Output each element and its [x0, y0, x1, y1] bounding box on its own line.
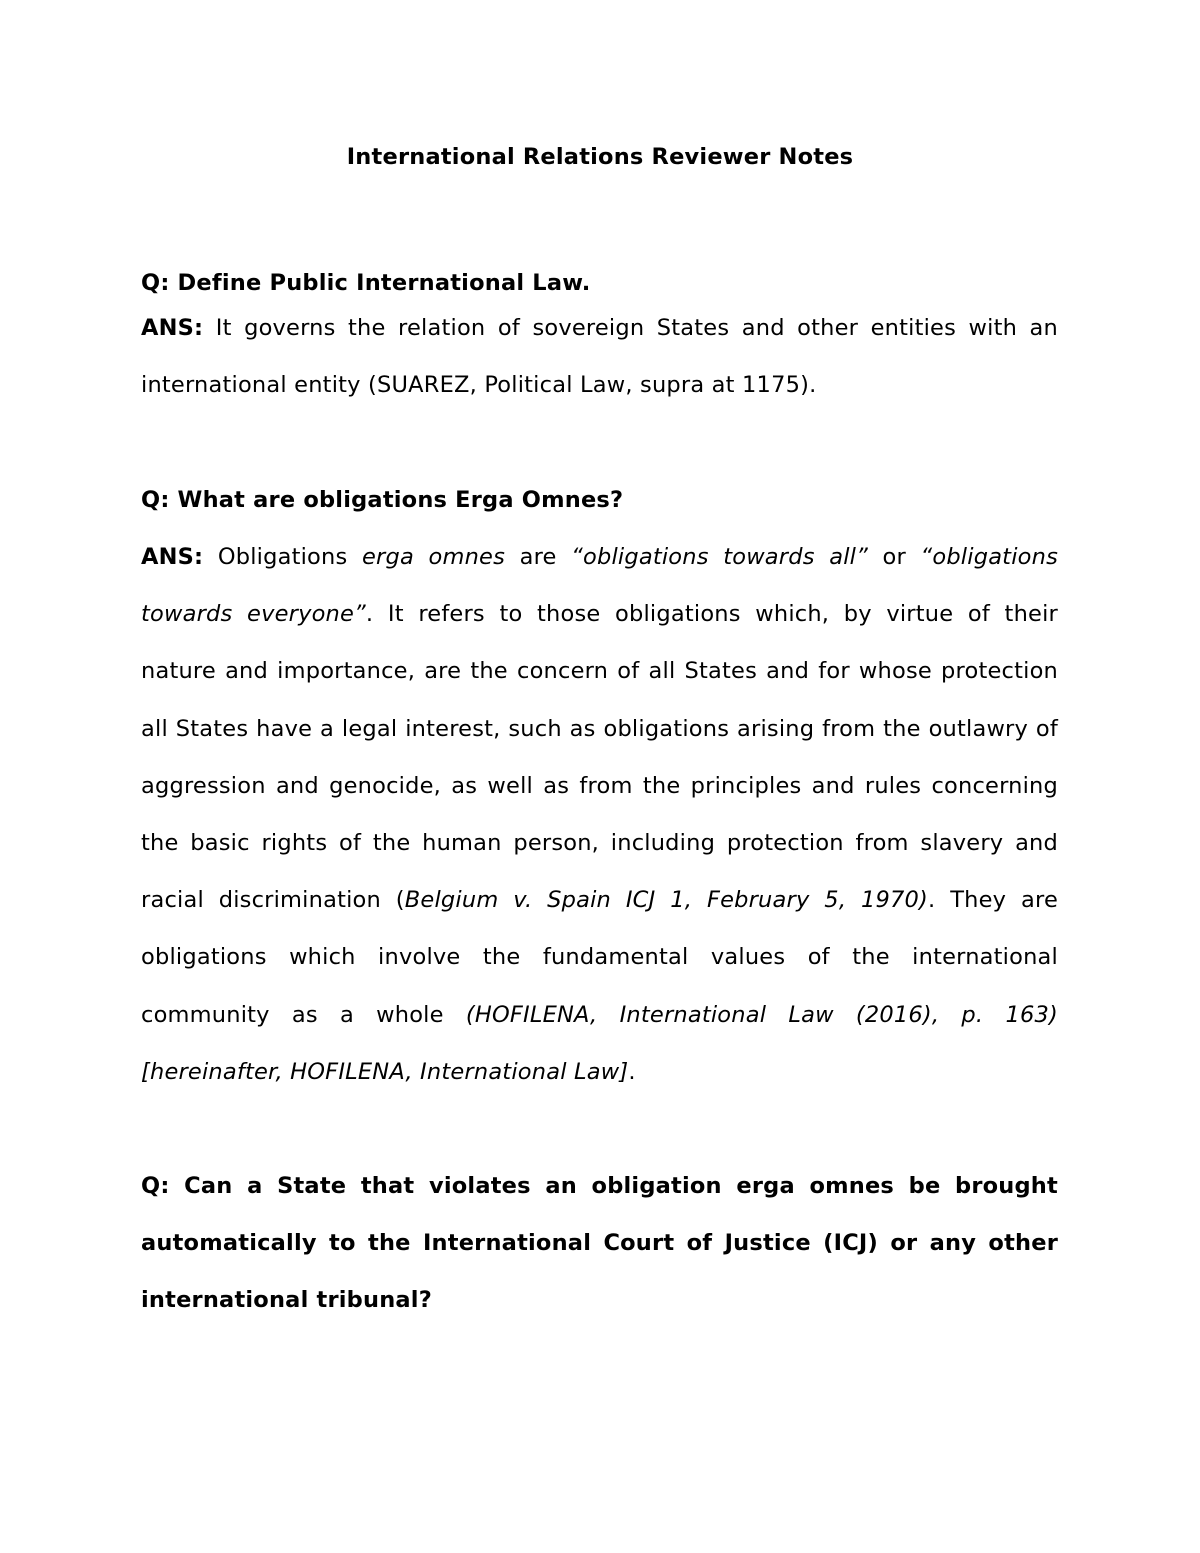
answer-2-citation: (HOFILENA, International Law (2016), p. 163) [hereinafter, HOFILENA, International Law] [141, 1001, 1058, 1085]
answer-2-text: are [505, 544, 572, 570]
question-2: Q: What are obligations Erga Omnes? [141, 487, 624, 513]
answer-2-text: or [867, 544, 921, 570]
answer-2-italic: “obligations towards all” [571, 544, 868, 570]
answer-2-italic: “obligations towards everyone” [141, 544, 1058, 628]
page-title: International Relations Reviewer Notes [346, 144, 854, 170]
answer-1 [141, 300, 1058, 414]
answer-2-italic: erga omnes [361, 544, 506, 570]
ans-label: ANS: [141, 544, 204, 570]
answer-2-text: . They are obligations which involve the fundamental values of the international community as a whole [141, 887, 1059, 1028]
ans-label: ANS: [141, 315, 204, 341]
answer-2-text: Obligations [203, 544, 362, 570]
answer-2-citation: Belgium v. Spain ICJ 1, February 5, 1970) [404, 887, 929, 914]
question-1: Q: Define Public International Law. [141, 270, 591, 296]
answer-1-text: It governs the relation of sovereign States and other entities with an international entity (SUAREZ, Political Law, supra at 1175). [141, 315, 1058, 399]
answer-2 [141, 529, 1058, 1101]
question-3: Q: Can a State that violates an obligation erga omnes be brought automatically to the International Court of Justice (ICJ) or any other international tribunal? [141, 1173, 1058, 1314]
answer-2-text: . It refers to those obligations which, by virtue of their nature and importance, are the concern of all States and for whose protection all States have a legal interest, such as obligations arising from the outlawry of aggression and genocide, as well as from the principles and rules concerning the basic rights of the human person, including protection from slavery and racial discrimination ( [141, 601, 1058, 914]
answer-2-text: . [628, 1058, 636, 1085]
